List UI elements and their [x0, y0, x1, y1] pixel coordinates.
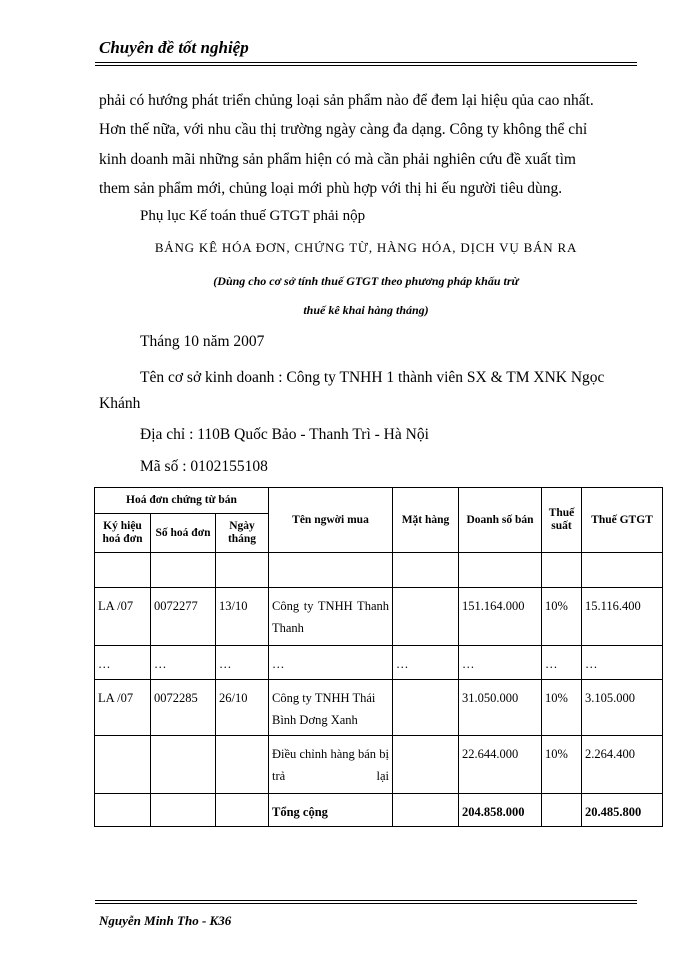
cell-buyer: Công ty TNHH Thanh Thanh	[269, 588, 393, 646]
cell-buyer: Điều chỉnh hàng bán bị trả lại	[269, 736, 393, 794]
cell-date: 26/10	[216, 680, 269, 736]
invoice-table	[94, 487, 663, 827]
footer-rule-top	[95, 900, 637, 901]
footer-rule-bottom	[95, 903, 637, 904]
cell-date: 13/10	[216, 588, 269, 646]
business-address: Địa chỉ : 110B Quốc Bảo - Thanh Trì - Hà Nội	[140, 426, 429, 443]
business-name-line-1: Tên cơ sở kinh doanh : Công ty TNHH 1 thành viên SX & TM XNK Ngọc	[140, 369, 605, 386]
header-rule-top	[95, 62, 637, 63]
cell-serial	[95, 794, 151, 827]
table-row	[95, 680, 663, 736]
cell-vat: 15.116.400	[582, 588, 663, 646]
page-header-title: Chuyên đề tốt nghiệp	[99, 38, 249, 57]
business-name-line-2: Khánh	[99, 395, 141, 412]
cell-revenue: …	[459, 646, 542, 680]
cell-serial: LA /07	[95, 680, 151, 736]
cell-number	[151, 736, 216, 794]
header-vat: Thuế GTGT	[582, 488, 663, 553]
appendix-title: Phụ lục Kế toán thuế GTGT phải nộp	[140, 208, 366, 224]
cell-item	[393, 553, 459, 588]
table-row	[95, 553, 663, 588]
cell-number: …	[151, 646, 216, 680]
header-buyer: Tên ngwời mua	[269, 488, 393, 553]
document-title: BẢNG KÊ HÓA ĐƠN, CHỨNG TỪ, HÀNG HÓA, DỊCH VỤ BÁN RA	[154, 240, 578, 255]
cell-number: 0072285	[151, 680, 216, 736]
paragraph-line: Hơn thế nữa, với nhu cầu thị trường ngày càng đa dạng. Công ty không thể chỉ	[99, 121, 588, 139]
cell-date: …	[216, 646, 269, 680]
cell-number	[151, 794, 216, 827]
cell-serial: LA /07	[95, 588, 151, 646]
cell-rate: 10%	[542, 588, 582, 646]
cell-serial	[95, 736, 151, 794]
cell-item: …	[393, 646, 459, 680]
header-revenue: Doanh số bán	[459, 488, 542, 553]
cell-vat: 3.105.000	[582, 680, 663, 736]
table-row	[95, 646, 663, 680]
cell-rate	[542, 553, 582, 588]
cell-date	[216, 736, 269, 794]
table-header-row	[95, 488, 663, 514]
cell-serial	[95, 553, 151, 588]
header-serial: Ký hiệu hoá đơn	[95, 514, 151, 553]
cell-revenue: 31.050.000	[459, 680, 542, 736]
cell-date	[216, 794, 269, 827]
cell-serial: …	[95, 646, 151, 680]
total-vat: 20.485.800	[582, 794, 663, 827]
report-month: Tháng 10 năm 2007	[140, 333, 265, 350]
header-date: Ngày tháng	[216, 514, 269, 553]
cell-date	[216, 553, 269, 588]
cell-buyer	[269, 553, 393, 588]
cell-buyer: Công ty TNHH Thái Bình Dơng Xanh	[269, 680, 393, 736]
cell-number	[151, 553, 216, 588]
paragraph-line: phải có hướng phát triển chủng loại sản phẩm nào để đem lại hiệu qủa cao nhất.	[99, 92, 594, 109]
total-label: Tổng cộng	[269, 794, 393, 827]
cell-rate: …	[542, 646, 582, 680]
total-revenue: 204.858.000	[459, 794, 542, 827]
subtitle-line-1: (Dùng cho cơ sở tính thuế GTGT theo phương pháp khấu trừ	[213, 274, 519, 288]
cell-vat: …	[582, 646, 663, 680]
cell-item	[393, 736, 459, 794]
body-paragraph	[99, 86, 633, 203]
table-row	[95, 588, 663, 646]
cell-buyer: …	[269, 646, 393, 680]
cell-item	[393, 588, 459, 646]
cell-rate	[542, 794, 582, 827]
cell-item	[393, 680, 459, 736]
invoice-group-header: Hoá đơn chứng từ bán	[95, 488, 269, 514]
cell-number: 0072277	[151, 588, 216, 646]
header-number: Số hoá đơn	[151, 514, 216, 553]
table-row	[95, 736, 663, 794]
cell-vat: 2.264.400	[582, 736, 663, 794]
header-item: Mặt hàng	[393, 488, 459, 553]
cell-revenue	[459, 553, 542, 588]
cell-revenue: 151.164.000	[459, 588, 542, 646]
table-total-row	[95, 794, 663, 827]
paragraph-line: kinh doanh mãi những sản phẩm hiện có mà cần phải nghiên cứu đề xuất tìm	[99, 150, 576, 168]
cell-rate: 10%	[542, 736, 582, 794]
header-rule-bottom	[95, 65, 637, 66]
header-rate: Thuế suất	[542, 488, 582, 553]
cell-revenue: 22.644.000	[459, 736, 542, 794]
cell-item	[393, 794, 459, 827]
tax-code: Mã số : 0102155108	[140, 458, 268, 475]
cell-rate: 10%	[542, 680, 582, 736]
cell-vat	[582, 553, 663, 588]
footer-author: Nguyễn Minh Tho - K36	[99, 913, 232, 928]
subtitle-line-2: thuế kê khai hàng tháng)	[303, 303, 429, 317]
paragraph-line: them sản phẩm mới, chủng loại mới phù hợp với thị hi ếu người tiêu dùng.	[99, 179, 563, 197]
